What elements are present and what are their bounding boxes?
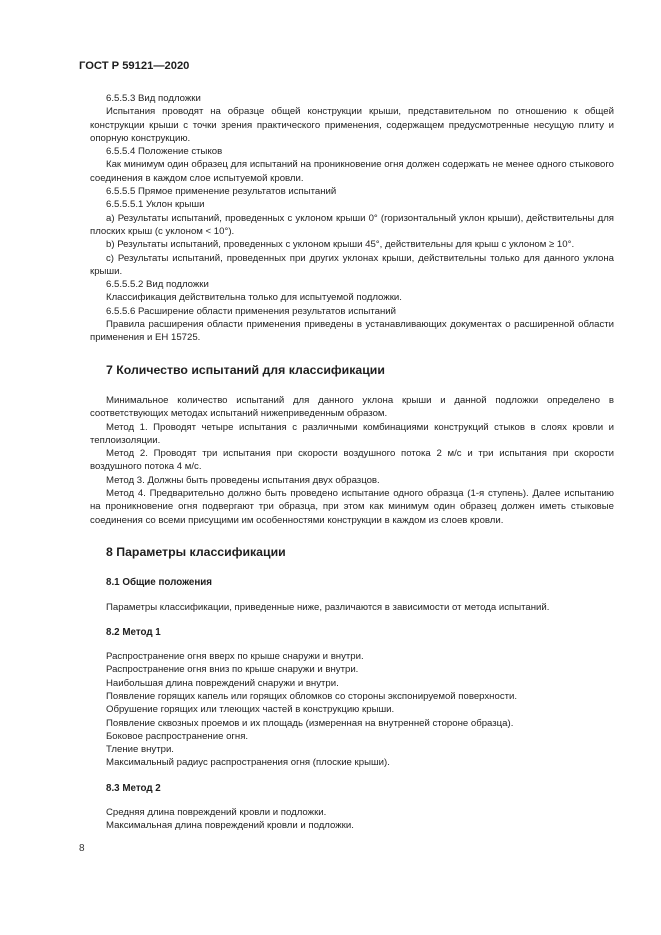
list-item: Распространение огня вниз по крыше снаружи и внутри.: [106, 664, 359, 676]
page-body: [90, 92, 614, 833]
clause-6-5-5-6-heading: 6.5.5.6 Расширение области применения результатов испытаний: [106, 305, 396, 317]
paragraph: Параметры классификации, приведенные ниже, различаются в зависимости от метода испытаний.: [106, 601, 550, 613]
list-item: Средняя длина повреждений кровли и подложки.: [106, 807, 327, 819]
method-1-paragraph: Метод 1. Проводят четыре испытания с различными комбинациями конструкций стыков в слоях кровли и теплоизоляции.: [90, 421, 614, 446]
list-item: Максимальная длина повреждений кровли и подложки.: [106, 820, 354, 832]
list-item: Тление внутри.: [106, 744, 174, 756]
list-item: Распространение огня вверх по крыше снаружи и внутри.: [106, 651, 364, 663]
method-2-paragraph: Метод 2. Проводят три испытания при скорости воздушного потока 2 м/с и три испытания при скорости воздушного потока 4 м/с.: [90, 448, 614, 473]
list-item-b: b) Результаты испытаний, проведенных с уклоном крыши 45°, действительны для крыш с уклоном ≥ 10°.: [106, 239, 575, 251]
paragraph: Испытания проводят на образце общей конструкции крыши, представительном по отношению к общей конструкции крыши с точки зрения практического применения, содержащем предусмотренные несущую плиту и опорную конструкцию.: [90, 106, 614, 144]
list-item-c: с) Результаты испытаний, проведенных при других уклонах крыши, действительны только для данного уклона крыши.: [90, 252, 614, 277]
paragraph: Правила расширения области применения приведены в устанавливающих документах о расширенной области применения и ЕН 15725.: [90, 319, 614, 344]
paragraph: Как минимум один образец для испытаний на проникновение огня должен содержать не менее одного стыкового соединения в каждом слое испытуемой кровли.: [90, 159, 614, 184]
standard-header: ГОСТ Р 59121—2020: [79, 60, 190, 72]
clause-6-5-5-3-heading: 6.5.5.3 Вид подложки: [106, 93, 201, 104]
method-4-paragraph: Метод 4. Предварительно должно быть проведено испытание одного образца (1-я ступень). Далее испытанию на проникновение огня подвергают три образца, при этом как минимум один образец должен иметь стыковые соединения со всеми присущими им особенностями конструкции в каждом из слоев кровли.: [90, 488, 614, 526]
subsection-8-3-title: 8.3 Метод 2: [106, 782, 161, 794]
list-item: Появление горящих капель или горящих обломков со стороны экспонируемой поверхности.: [106, 690, 518, 702]
list-item: Появление сквозных проемов и их площадь (измеренная на внутренней стороне образца).: [106, 717, 514, 729]
list-item: Боковое распространение огня.: [106, 730, 249, 742]
subsection-8-2-title: 8.2 Метод 1: [106, 626, 161, 638]
list-item: Обрушение горящих или тлеющих частей в конструкцию крыши.: [106, 704, 395, 716]
section-8-title: 8 Параметры классификации: [106, 544, 286, 559]
subsection-8-1-title: 8.1 Общие положения: [106, 577, 213, 589]
paragraph: Классификация действительна только для испытуемой подложки.: [106, 292, 402, 304]
list-item-a: а) Результаты испытаний, проведенных с уклоном крыши 0° (горизонтальный уклон крыши), действительны для плоских крыш (с уклоном < 10°).: [90, 212, 614, 237]
method-3-paragraph: Метод 3. Должны быть проведены испытания двух образцов.: [106, 474, 380, 486]
list-item: Максимальный радиус распространения огня (плоские крыши).: [106, 757, 390, 769]
section-7-title: 7 Количество испытаний для классификации: [106, 362, 385, 377]
paragraph: Минимальное количество испытаний для данного уклона крыши и данной подложки определено в соответствующих методах испытаний нижеприведенным образом.: [90, 394, 614, 420]
list-item: Наибольшая длина повреждений снаружи и внутри.: [106, 677, 339, 689]
clause-6-5-5-4-heading: 6.5.5.4 Положение стыков: [106, 146, 223, 158]
clause-6-5-5-5-2-heading: 6.5.5.5.2 Вид подложки: [106, 279, 209, 291]
clause-6-5-5-5-heading: 6.5.5.5 Прямое применение результатов испытаний: [106, 186, 337, 198]
clause-6-5-5-5-1-heading: 6.5.5.5.1 Уклон крыши: [106, 199, 205, 211]
page-number: 8: [79, 843, 85, 854]
